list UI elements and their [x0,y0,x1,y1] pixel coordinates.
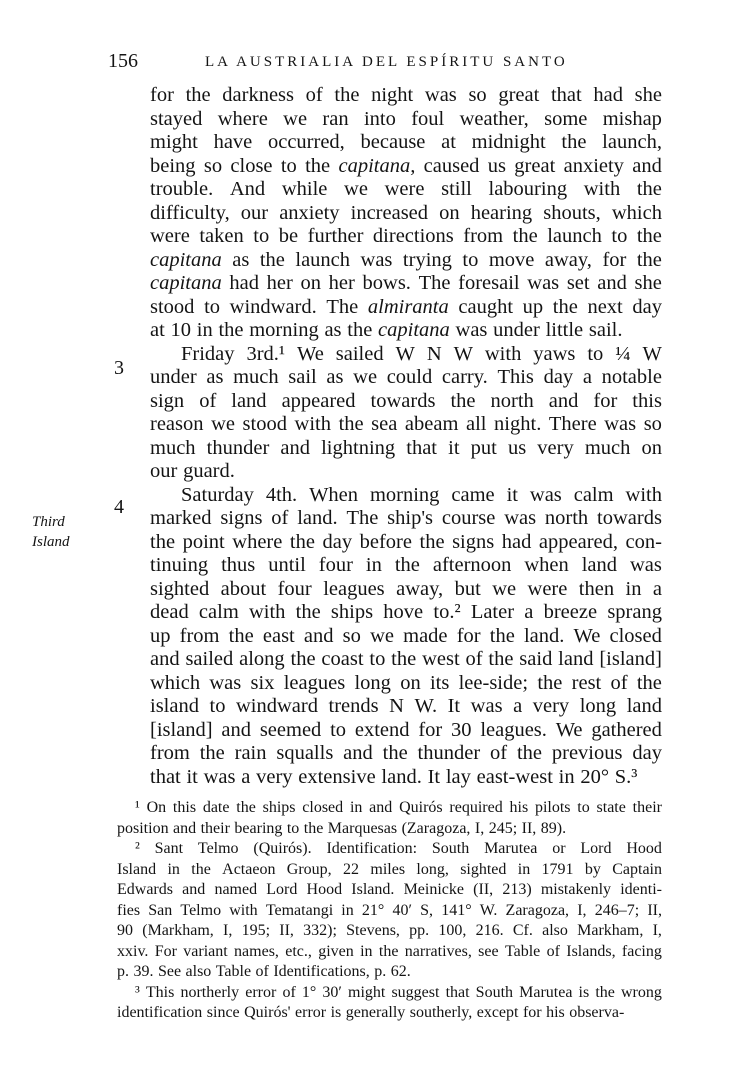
text-line: much thunder and lightning that it put us very much on [150,436,662,459]
text-line: position and their bearing to the Marquesas (Zaragoza, I, 245; II, 89). [117,819,567,837]
text-line: from the rain squalls and the thunder of the previous day [150,742,662,764]
text-line: 90 (Markham, I, 195; II, 332); Stevens, pp. 100, 216. Cf. also Markham, I, [117,922,662,939]
text-line: [island] and seemed to extend for 30 leagues. We gathered [150,718,662,741]
text-line: island to windward trends N W. It was a very long land [150,695,662,717]
text-line: difficulty, our anxiety increased on hearing shouts, which [150,201,662,224]
text-line: fies San Telmo with Tematangi in 21° 40′ S, 141° W. Zaragoza, I, 246–7; II, [117,901,662,919]
text-line: dead calm with the ships hove to.² Later a breeze sprang [150,601,662,623]
text-line: xxiv. For variant names, etc., given in the narratives, see Table of Islands, facing [117,942,662,960]
footnote-block [117,798,662,1024]
text-line: sighted about four leagues away, but we were then in a [150,577,662,600]
running-title: LA AUSTRIALIA DEL ESPÍRITU SANTO [205,54,568,70]
text-line: being so close to the capitana, caused us great anxiety and [150,154,662,177]
text-line: and sailed along the coast to the west of the said land [island] [150,648,662,670]
text-line: sign of land appeared towards the north and for this [150,389,662,412]
text-line: trouble. And while we were still labouring with the [150,178,662,200]
text-line: that it was a very extensive land. It lay east-west in 20° S.³ [150,765,638,788]
text-line: Saturday 4th. When morning came it was calm with [181,483,662,506]
margin-note-line: Third [32,514,65,530]
text-line: tinuing thus until four in the afternoon when land was [150,554,662,576]
text-line: capitana as the launch was trying to move away, for the [150,248,662,271]
text-line: the point where the day before the signs had appeared, con- [150,530,662,553]
page-number: 156 [108,50,138,72]
text-line: our guard. [150,460,235,482]
text-line: capitana had her on her bows. The foresail was set and she [150,272,662,294]
text-line: reason we stood with the sea abeam all night. There was so [150,413,662,435]
text-line: were taken to be further directions from the launch to the [150,225,662,247]
text-line: which was six leagues long on its lee-side; the rest of the [150,671,662,694]
margin-date-3: 3 [114,357,124,379]
text-line: up from the east and so we made for the land. We closed [150,624,662,647]
text-line: stood to windward. The almiranta caught up the next day [150,295,662,318]
text-line: ³ This northerly error of 1° 30′ might suggest that South Marutea is the wrong [135,983,662,1001]
text-line: p. 39. See also Table of Identifications, p. 62. [117,963,411,980]
text-line: identification since Quirós' error is generally southerly, except for his observa- [117,1004,625,1021]
text-line: might have occurred, because at midnight the launch, [150,131,662,153]
margin-note [32,512,70,552]
text-line: Edwards and named Lord Hood Island. Meinicke (II, 213) mistakenly identi- [117,881,662,898]
main-text [150,84,662,789]
page-header [0,50,735,78]
text-line: marked signs of land. The ship's course was north towards [150,507,662,529]
text-line: ¹ On this date the ships closed in and Quirós required his pilots to state their [135,799,662,816]
text-line: for the darkness of the night was so great that had she [150,84,662,106]
text-line: ² Sant Telmo (Quirós). Identification: South Marutea or Lord Hood [135,840,662,857]
margin-note-line: Island [32,534,70,550]
margin-date-4: 4 [114,496,124,518]
text-line: Friday 3rd.¹ We sailed W N W with yaws to ¼ W [181,342,662,365]
text-line: stayed where we ran into foul weather, some mishap [150,107,662,130]
text-line: Island in the Actaeon Group, 22 miles long, sighted in 1791 by Captain [117,860,662,878]
text-line: under as much sail as we could carry. This day a notable [150,366,662,388]
text-line: at 10 in the morning as the capitana was under little sail. [150,319,623,341]
